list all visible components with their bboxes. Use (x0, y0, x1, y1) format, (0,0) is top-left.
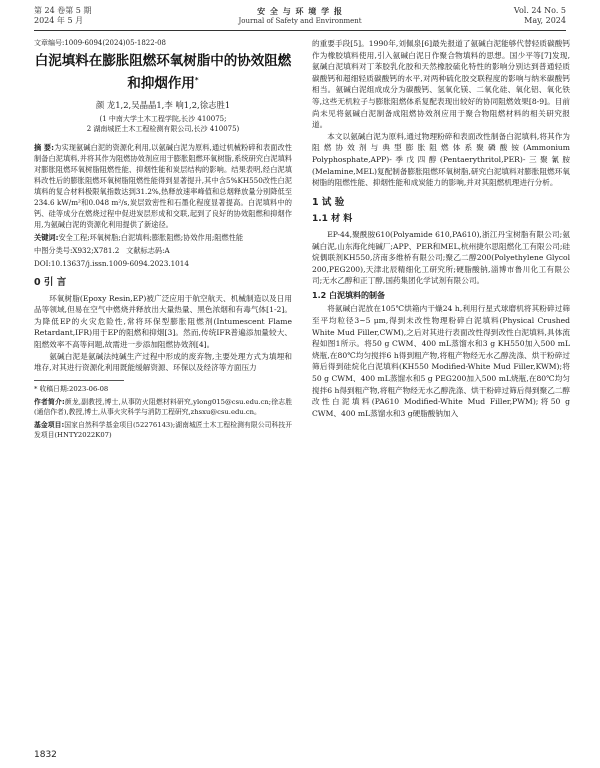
journal-name-cn: 安 全 与 环 境 学 报 (257, 6, 343, 16)
affiliation-2: 2 湖南城匠土木工程检测有限公司,长沙 410075) (86, 125, 240, 134)
keywords (34, 232, 292, 243)
clc-number: 中图分类号:X932;X781.2 (34, 246, 120, 256)
abstract-text: 为实现氨碱白泥的资源化利用,以氨碱白泥为原料,通过机械粉碎和表面改性制备白泥填料,并将其作为阻燃协效剂应用于膨胀阻燃环氧树脂,系统研究白泥填料对膨胀阻燃环氧树脂阻燃性能、抑烟性能和炭层结构的影响。结果表明,经白泥填料改性后的膨胀阻燃环氧树脂阻燃性能得到显著提升,其中含5%KH550改性白泥填料的复合材料极限氧指数达到31.2%,热释放速率峰值和总烟释放量分别降低至234.6 kW/m²和0.048 m²/s,炭层致密性和石墨化程度显著提高。白泥填料中的钙、硅等成分在燃烧过程中促进炭层形成和交联,起到了良好的协效阻燃和抑烟作用,为氨碱白泥的资源化利用提供了新途径。 (34, 143, 292, 230)
section-experiment-heading: 1 试 验 (312, 196, 345, 208)
footnote-fund (34, 420, 292, 440)
section-introduction-heading: 0 引 言 (34, 277, 67, 289)
section-preparation-heading: 1.2 白泥填料的制备 (312, 290, 385, 300)
volume-cn: 第 24 卷第 5 期 (34, 6, 92, 15)
preparation-paragraph: 将氨碱白泥放在105℃烘箱内干燥24 h,利用行星式球磨机将其粉碎过筛至平均粒径3~5 μm,得到未改性物理粉碎白泥填料(Physical Crushed White Mud Filler,CWM),之后对其进行表面改性得到改性白泥填料,具体流程如图1所示。将50 g CWM、400 mL蒸馏水和3 g KH550加入500 mL烧瓶,在80℃均匀搅拌6 h得到粗产物,将粗产物经无水乙醇洗涤、烘干粉碎过筛后得到硅烷化白泥填料(KH550 Modified-White Mud Filler,KWM);将50 g CWM、400 mL蒸馏水和5 g PEG200加入500 mL烧瓶,在80℃均匀搅拌6 h得到粗产物,将粗产物经无水乙醇洗涤、烘干粉碎过筛后得到聚乙二醇改性白泥填料(PA610 Modified-White Mud Filler,PWM);将50 g CWM、400 mL蒸馏水和3 g硬脂酸钠加入 (312, 304, 570, 418)
header-right (514, 6, 566, 26)
footnote-fund-label: 基金项目: (34, 420, 65, 429)
date-cn: 2024 年 5 月 (34, 16, 84, 25)
footnote-rule (34, 380, 124, 381)
running-header (34, 6, 566, 28)
right-paragraph-1: 的重要手段[5]。1990年,刘佩泉[6]最先报道了氨碱白泥能够代替轻质碳酸钙作为橡胶填料使用,引入氨碱白泥日作聚合物填料的思想。国少平等[7]发现,氨碱白泥填料对丁苯胶乳化胶和天然橡胶硫化特性的影响分别达到普通轻质碳酸钙和超细轻质碳酸钙的水平,对两种硫化胶交联程度的影响与纳米碳酸钙相当。氨碱白泥组成成分为碳酸钙、氢氧化镁、二氧化硅、氧化铝、氧化铁等,这些无机粒子与膨胀阻燃体系复配表现出较好的协同阻燃效果[8-9]。目前尚未见将氨碱白泥制备成阻燃协效剂应用于聚合物阻燃材料的相关研究报道。 (312, 39, 570, 130)
footnote-author (34, 397, 292, 417)
keywords-text: 安全工程;环氧树脂;白泥填料;膨胀阻燃;协效作用;阻燃性能 (58, 233, 244, 243)
header-center (34, 6, 566, 26)
footnote-author-text: 颜龙,副教授,博士,从事防火阻燃材料研究,ylong015@csu.edu.cn;徐志胜(通信作者),教授,博士,从事火灾科学与消防工程研究,zhsxu@csu.edu.cn。 (34, 397, 292, 416)
keywords-label: 关键词: (34, 233, 59, 243)
date-en: May, 2024 (524, 16, 566, 25)
materials-paragraph: EP-44,聚酰胺610(Polyamide 610,PA610),浙江丹宝树脂有限公司;氨碱白泥,山东海化纯碱厂;APP、PER和MEL,杭州捷尔思阻燃化工有限公司;硅烷偶联剂KH550,济南多维桥有限公司;聚乙二醇200(Polyethylene Glycol 200,PEG200),天津北辰精细化工研究所;硬脂酸钠,淄博市鲁川化工有限公司;无水乙醇和正丁醇,国药集团化学试剂有限公司。 (312, 229, 570, 286)
left-column (34, 38, 292, 440)
footnote-received: * 收稿日期:2023-06-08 (34, 384, 109, 393)
abstract-label: 摘 要: (34, 143, 55, 153)
paper-title (34, 52, 292, 94)
footnote-fund-text: 国家自然科学基金项目(52276143);湖南城匠土木工程检测有限公司科技开发项目(HNTY2022K07) (34, 420, 292, 439)
article-number: 文章编号:1009-6094(2024)05-1822-08 (34, 39, 166, 47)
document-code: 文献标志码:A (126, 246, 170, 256)
right-paragraph-2: 本文以氨碱白泥为原料,通过物理粉碎和表面改性制备白泥填料,将其作为阻燃协效剂与典型膨胀阻燃体系聚磷酸铵(Ammonium Polyphosphate,APP)-季戊四醇(Pentaerythritol,PER)-三聚氰胺(Melamine,MEL)复配制备膨胀阻燃环氧树脂,研究白泥填料对膨胀阻燃环氧树脂的阻燃性能、抑烟性能和成炭能力的影响,并对其阻燃机理进行分析。 (312, 131, 570, 188)
journal-name-en: Journal of Safety and Environment (238, 17, 362, 25)
section-materials-heading: 1.1 材 料 (312, 214, 353, 225)
paper-title-text: 白泥填料在膨胀阻燃环氧树脂中的协效阻燃和抑烟作用 (34, 53, 292, 92)
right-column (312, 38, 570, 419)
abstract (34, 142, 292, 230)
title-footnote-mark: * (194, 76, 199, 84)
header-rule (34, 30, 566, 31)
footnote-author-label: 作者简介: (34, 397, 65, 406)
doi: DOI:10.13637/j.issn.1009-6094.2023.1014 (34, 259, 189, 269)
intro-paragraph-2: 氨碱白泥是氨碱法纯碱生产过程中形成的废弃物,主要处理方式为填埋和堆存,对其进行资源化利用既能缓解资源、环保以及经济等方面压力 (34, 351, 292, 373)
page-number: 1832 (34, 750, 57, 760)
volume-en: Vol. 24 No. 5 (513, 6, 566, 15)
affiliation-1: (1 中南大学土木工程学院,长沙 410075; (99, 115, 227, 124)
author-list: 颜 龙1,2,吴晶晶1,李 响1,2,徐志胜1 (95, 99, 231, 110)
intro-paragraph-1: 环氧树脂(Epoxy Resin,EP)被广泛应用于航空航天、机械制造以及日用品等领域,但易在空气中燃烧并释放出大量热量、黑色浓烟和有毒气体[1-2]。为降低EP的火灾危险性,常将环保型膨胀阻燃剂(Intumescent Flame Retardant,IFR)用于EP的阻燃和抑烟[3]。然而,传统IFR普遍添加量较大、阻燃效率不高等问题,故需进一步添加阻燃协效剂[4]。 (34, 293, 292, 350)
classification-line (34, 245, 292, 256)
